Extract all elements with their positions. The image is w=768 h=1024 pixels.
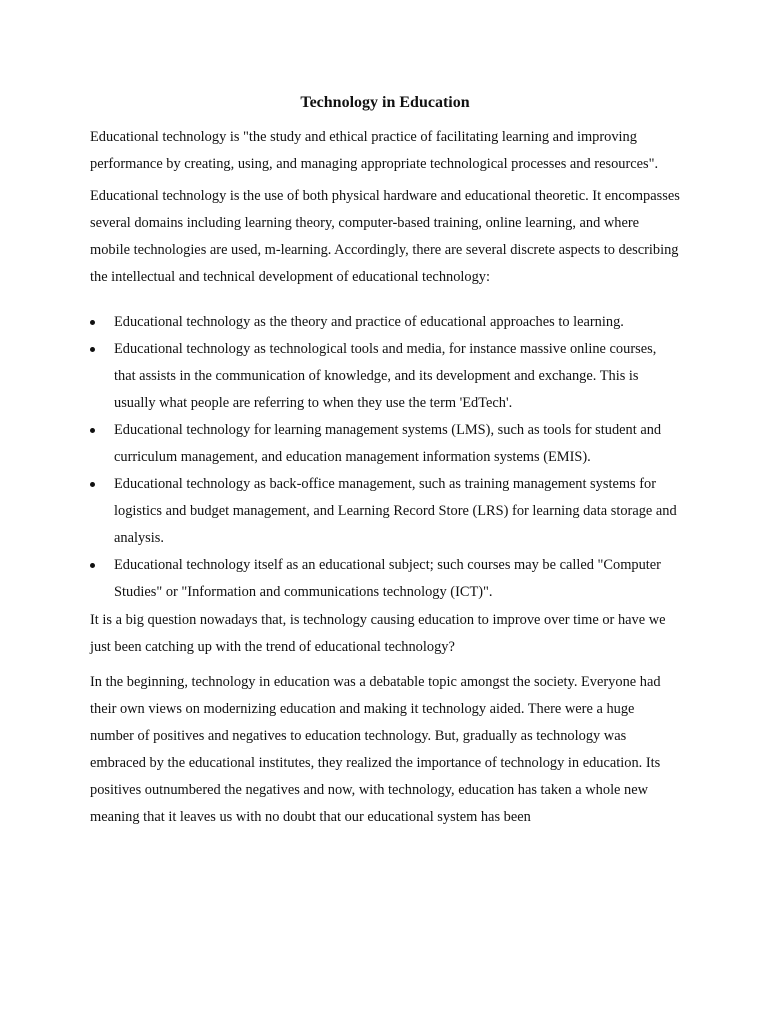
list-item-text: Educational technology as back-office management, such as training management systems for logistics and budget management, and Learning Record Store (LRS) for learning data storage and analysis.: [114, 476, 677, 546]
list-item: [90, 336, 680, 417]
list-item: [90, 552, 680, 606]
document-title: Technology in Education: [300, 94, 470, 111]
list-item-text: Educational technology as the theory and practice of educational approaches to learning.: [114, 314, 624, 330]
aspects-list: [90, 309, 680, 606]
list-item: [90, 471, 680, 552]
list-item-text: Educational technology itself as an educational subject; such courses may be called "Computer Studies" or "Information and communications technology (ICT)".: [114, 557, 661, 600]
list-item: [90, 309, 680, 336]
intro-paragraph-2: Educational technology is the use of both physical hardware and educational theoretic. It encompasses several domains including learning theory, computer-based training, online learning, and where mobile technologies are used, m-learning. Accordingly, there are several discrete aspects to describing the intellectual and technical development of educational technology:: [90, 188, 680, 285]
intro-paragraph-1: Educational technology is "the study and ethical practice of facilitating learning and improving performance by creating, using, and managing appropriate technological processes and resources".: [90, 129, 659, 172]
list-item-text: Educational technology for learning management systems (LMS), such as tools for student and curriculum management, and education management information systems (EMIS).: [114, 422, 662, 465]
list-item-text: Educational technology as technological tools and media, for instance massive online courses, that assists in the communication of knowledge, and its development and exchange. This is usually what people are referring to when they use the term 'EdTech'.: [114, 341, 657, 411]
list-item: [90, 417, 680, 471]
document-page: [90, 92, 680, 836]
body-paragraph-1: It is a big question nowadays that, is technology causing education to improve over time or have we just been catching up with the trend of educational technology?: [90, 612, 666, 655]
body-paragraph-2: In the beginning, technology in education was a debatable topic amongst the society. Everyone had their own views on modernizing education and making it technology aided. There were a huge number of positives and negatives to education technology. But, gradually as technology was embraced by the educational institutes, they realized the importance of technology in education. Its positives outnumbered the negatives and now, with technology, education has taken a whole new meaning that it leaves us with no doubt that our educational system has been: [90, 674, 661, 825]
